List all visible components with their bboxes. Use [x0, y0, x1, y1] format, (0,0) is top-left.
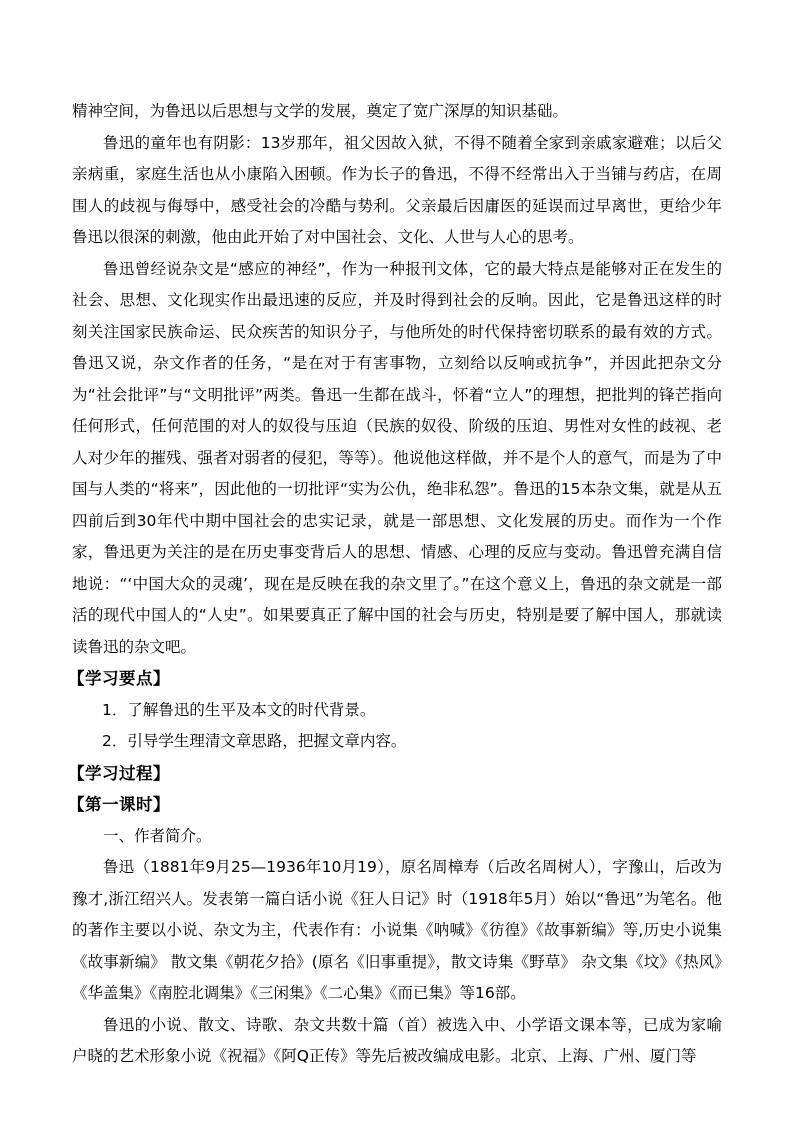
- author-intro-subheading: 一、作者简介。: [103, 826, 212, 845]
- paragraph-essays: 鲁迅曾经说杂文是“感应的神经”，作为一种报刊文体，它的最大特点是能够对正在发生的社会、思想、文化现实作出最迅速的反应，并及时得到社会的反响。因此，它是鲁迅这样的时刻关注国家民族命运、民众疾苦的知识分子，与他所处的时代保持密切联系的最有效的方式。鲁迅又说，杂文作者的任务，“是在对于有害事物，立刻给以反响或抗争”，并因此把杂文分为“社会批评”与“文明批评”两类。鲁迅一生都在战斗，怀着“立人”的理想，把批判的锋芒指向任何形式，任何范围的对人的奴役与压迫（民族的奴役、阶级的压迫、男性对女性的歧视、老人对少年的摧残、强者对弱者的侵犯，等等）。他说他这样做，并不是个人的意气，而是为了中国与人类的“将来”，因此他的一切批评“实为公仇，绝非私怨”。鲁迅的15本杂文集，就是从五四前后到30年代中期中国社会的忠实记录，就是一部思想、文化发展的历史。而作为一个作家，鲁迅更为关注的是在历史事变背后人的思想、情感、心理的反应与变动。鲁迅曾充满自信地说：“‘中国大众的灵魂’，现在是反映在我的杂文里了。”在这个意义上，鲁迅的杂文就是一部活的现代中国人的“人史”。如果要真正了解中国的社会与历史，特别是要了解中国人，那就读读鲁迅的杂文吧。: [72, 259, 722, 656]
- lesson-one-heading: 【第一课时】: [68, 795, 170, 814]
- key-point-item: 2．引导学生理清文章思路，把握文章内容。: [102, 732, 407, 750]
- paragraph-continuation: 精神空间，为鲁迅以后思想与文学的发展，奠定了宽广深厚的知识基础。: [72, 102, 569, 120]
- paragraph-influence: 鲁迅的小说、散文、诗歌、杂文共数十篇（首）被选入中、小学语文课本等，已成为家喻户晓的艺术形象小说《祝福》《阿Q正传》等先后被改编成电影。北京、上海、广州、厦门等: [72, 1015, 722, 1065]
- paragraph-childhood: 鲁迅的童年也有阴影：13岁那年，祖父因故入狱，不得不随着全家到亲戚家避难；以后父亲病重，家庭生活也从小康陷入困顿。作为长子的鲁迅，不得不经常出入于当铺与药店，在周围人的歧视与侮辱中，感受社会的冷酷与势利。父亲最后因庸医的延误而过早离世，更给少年鲁迅以很深的刺激，他由此开始了对中国社会、文化、人世与人心的思考。: [72, 133, 722, 246]
- key-points-heading: 【学习要点】: [68, 669, 170, 688]
- learning-process-heading: 【学习过程】: [68, 763, 170, 783]
- paragraph-biography: 鲁迅（1881年9月25—1936年10月19），原名周樟寿（后改名周树人），字豫山，后改为豫才,浙江绍兴人。发表第一篇白话小说《狂人日记》时（1918年5月）始以“鲁迅”为笔名。他的著作主要以小说、杂文为主，代表作有：小说集《呐喊》《彷徨》《故事新编》等,历史小说集《故事新编》 散文集《朝花夕拾》(原名《旧事重提》，散文诗集《野草》 杂文集《坟》《热风》《华盖集》《南腔北调集》《三闲集》《二心集》《而已集》等16部。: [72, 858, 722, 1002]
- document-page: [68, 96, 722, 1073]
- key-point-item: 1．了解鲁迅的生平及本文的时代背景。: [102, 700, 376, 719]
